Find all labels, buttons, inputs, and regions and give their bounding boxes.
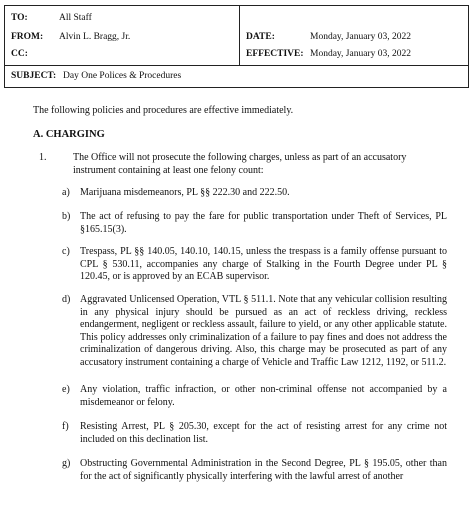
item-text: The Office will not prosecute the following charges, unless as part of an accusatory instrument containing at least one felony count:: [73, 152, 407, 176]
list-item-letter: a): [62, 187, 70, 198]
effective-value: Monday, January 03, 2022: [310, 49, 411, 59]
memo-header: [4, 5, 469, 88]
subject-value: Day One Polices & Procedures: [63, 71, 182, 81]
list-item-text: Trespass, PL §§ 140.05, 140.10, 140.15, unless the trespass is a family offense pursuant to CPL § 530.11, accompanies any charge of Stalking in the Fourth Degree under PL § 120.45, or is approved by an ECAB supervisor.: [80, 246, 447, 282]
date-label: DATE:: [246, 32, 275, 42]
from-value: Alvin L. Bragg, Jr.: [59, 32, 131, 42]
subject-label: SUBJECT:: [11, 71, 57, 81]
date-value: Monday, January 03, 2022: [310, 32, 411, 42]
effective-label: EFFECTIVE:: [246, 49, 304, 59]
header-vertical-divider: [239, 6, 240, 65]
list-item-letter: c): [62, 246, 70, 257]
list-item-text: Marijuana misdemeanors, PL §§ 222.30 and 222.50.: [80, 187, 290, 198]
list-item-letter: d): [62, 294, 71, 305]
intro-paragraph: The following policies and procedures are effective immediately.: [33, 105, 294, 116]
section-heading-charging: A. CHARGING: [33, 129, 105, 140]
cc-label: CC:: [11, 49, 28, 59]
to-label: TO:: [11, 13, 28, 23]
list-item-letter: b): [62, 211, 71, 222]
list-item-letter: f): [62, 421, 69, 432]
list-item-letter: e): [62, 384, 70, 395]
header-horizontal-divider: [5, 65, 468, 66]
list-item-text: Obstructing Governmental Administration in the Second Degree, PL § 195.05, other than for the act of significantly physically interfering with the lawful arrest of another: [80, 458, 447, 482]
item-number: 1.: [39, 152, 47, 163]
list-item-text: Resisting Arrest, PL § 205.30, except for the act of resisting arrest for any crime not included on this declination list.: [80, 421, 447, 445]
from-label: FROM:: [11, 32, 44, 42]
list-item-text: Aggravated Unlicensed Operation, VTL § 511.1. Note that any vehicular collision resulting in any physical injury should be pursued as an act of reckless driving, reckless endangerment, negligent or reckless assault, failure to yield, or any other applicable statute. This policy addresses only criminalization of a failure to pay fines and does not address the criminalization of dangerous driving. Also, this charge may be prosecuted as part of any accusatory instrument containing a charge of Vehicle and Traffic Law 1212, 1192, or 511.2.: [80, 294, 447, 368]
list-item-text: The act of refusing to pay the fare for public transportation under Theft of Services, PL §165.15(3).: [80, 211, 447, 235]
list-item-text: Any violation, traffic infraction, or other non-criminal offense not accompanied by a misdemeanor or felony.: [80, 384, 447, 408]
list-item-letter: g): [62, 458, 71, 469]
to-value: All Staff: [59, 13, 92, 23]
